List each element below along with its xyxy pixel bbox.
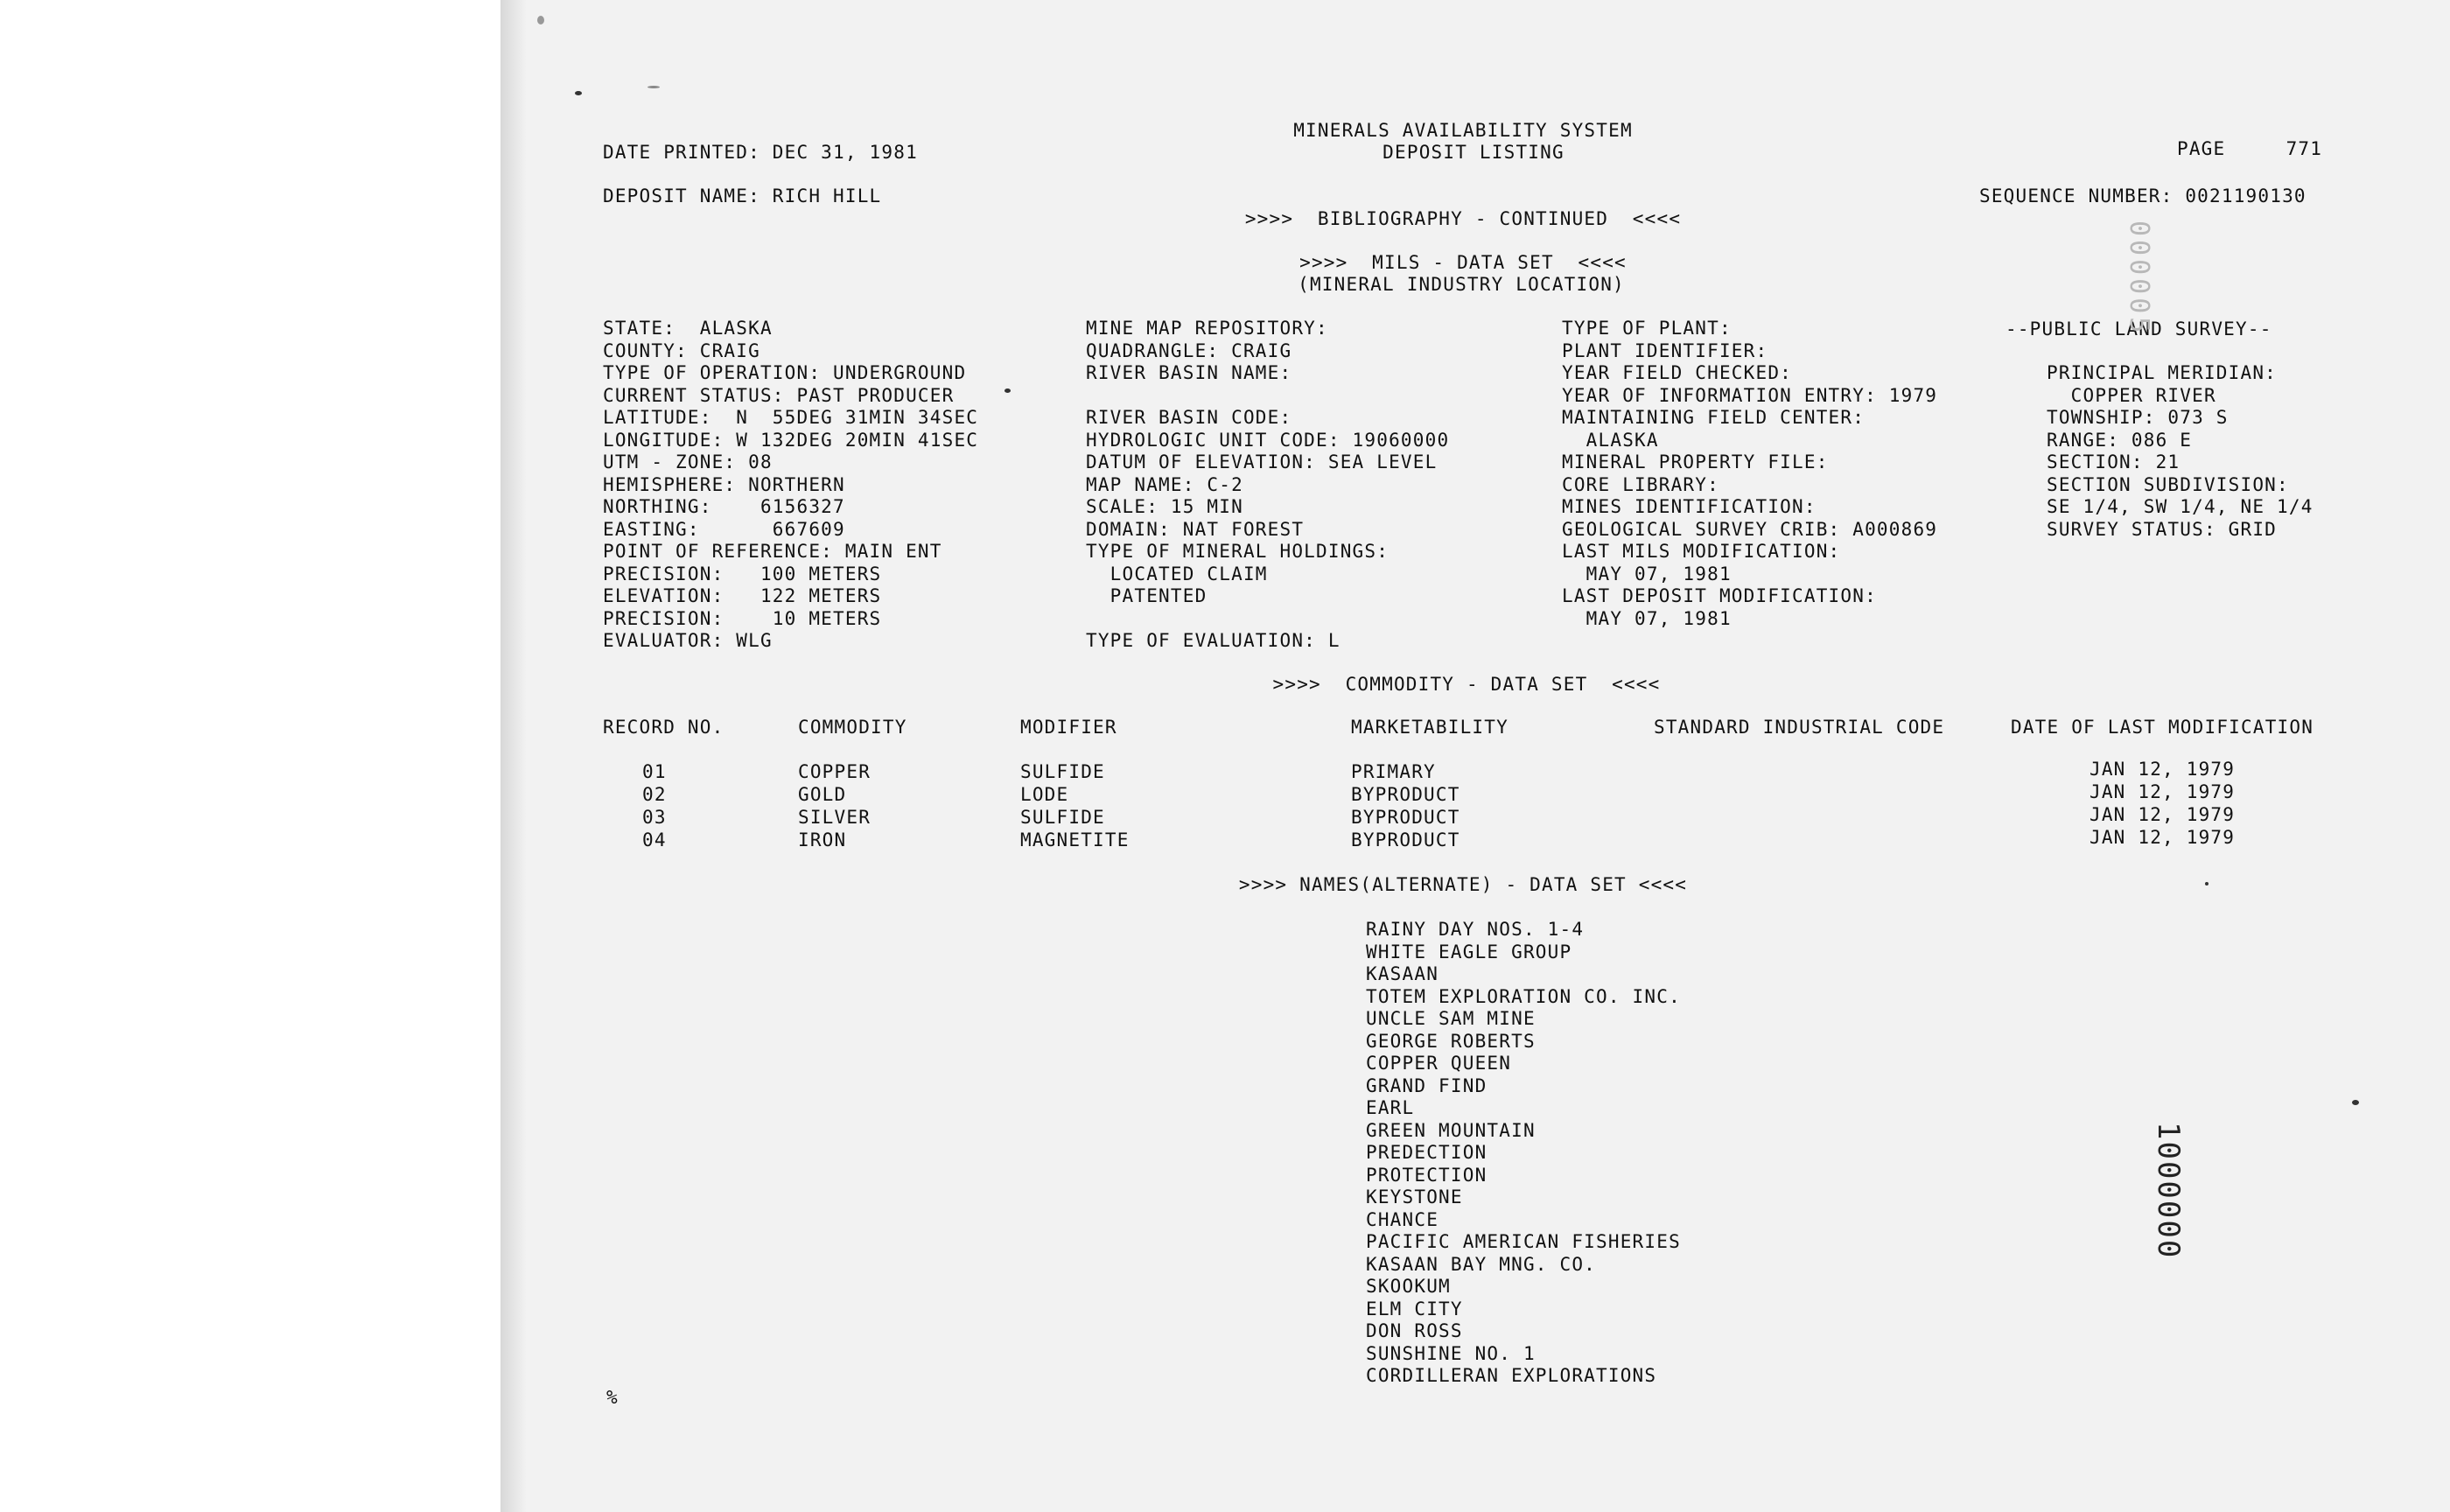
- page-number: PAGE 771: [2177, 138, 2323, 159]
- footer-mark: %: [606, 1387, 619, 1408]
- field-line: [1086, 385, 1449, 408]
- column-header: MARKETABILITY: [1351, 717, 1508, 738]
- field-line: LONGITUDE: W 132DEG 20MIN 41SEC: [603, 429, 979, 451]
- list-item: RAINY DAY NOS. 1-4: [1366, 919, 1585, 940]
- field-line: LATITUDE: N 55DEG 31MIN 34SEC: [603, 407, 979, 428]
- sheet-edge-shadow: [500, 0, 527, 1512]
- marketability: BYPRODUCT: [1351, 830, 1460, 850]
- field-line: COPPER RIVER: [2047, 384, 2216, 406]
- section-bibliography-heading: >>>> BIBLIOGRAPHY - CONTINUED <<<<: [1244, 208, 1682, 229]
- field-line: PATENTED: [1086, 585, 1208, 606]
- field-line: SECTION: 21: [2047, 452, 2180, 472]
- faint-page-stamp: 000005: [2124, 220, 2154, 337]
- list-item: ELM CITY: [1366, 1298, 1463, 1320]
- marketability: BYPRODUCT: [1351, 807, 1460, 828]
- field-line: LAST DEPOSIT MODIFICATION:: [1562, 585, 1877, 606]
- list-item: COPPER QUEEN: [1366, 1053, 1512, 1074]
- mils-column-3: [1562, 318, 1937, 630]
- field-line: EVALUATOR: WLG: [603, 630, 773, 651]
- scan-speck: [575, 91, 582, 95]
- list-item: SKOOKUM: [1366, 1276, 1451, 1297]
- field-line: CURRENT STATUS: PAST PRODUCER: [603, 384, 955, 406]
- field-line: LOCATED CLAIM: [1086, 563, 1268, 584]
- field-line: ELEVATION: 122 METERS: [603, 585, 882, 606]
- list-item: EARL: [1366, 1097, 1415, 1118]
- field-line: SECTION SUBDIVISION:: [2047, 473, 2289, 495]
- field-line: YEAR OF INFORMATION ENTRY: 1979: [1562, 384, 1938, 406]
- modification-date: JAN 12, 1979: [2090, 781, 2236, 802]
- field-line: MAY 07, 1981: [1562, 607, 1732, 629]
- field-line: RIVER BASIN CODE:: [1086, 407, 1292, 428]
- system-title: MINERALS AVAILABILITY SYSTEM: [1293, 120, 1633, 141]
- field-line: MAP NAME: C-2: [1086, 473, 1243, 495]
- field-line: TYPE OF OPERATION: UNDERGROUND: [603, 362, 967, 383]
- modifier: LODE: [1020, 784, 1069, 805]
- section-mils-subheading: (MINERAL INDUSTRY LOCATION): [1298, 274, 1625, 295]
- field-line: COUNTY: CRAIG: [603, 340, 760, 361]
- field-line: YEAR FIELD CHECKED:: [1562, 362, 1793, 383]
- list-item: SUNSHINE NO. 1: [1366, 1342, 1536, 1364]
- list-item: KASAAN BAY MNG. CO.: [1366, 1253, 1597, 1275]
- record-no: 04: [642, 830, 667, 850]
- field-line: HYDROLOGIC UNIT CODE: 19060000: [1086, 429, 1450, 451]
- record-no: 03: [642, 807, 667, 828]
- field-line: TYPE OF PLANT:: [1562, 318, 1732, 339]
- list-item: WHITE EAGLE GROUP: [1366, 941, 1572, 962]
- field-line: MAY 07, 1981: [1562, 563, 1732, 584]
- deposit-name: DEPOSIT NAME: RICH HILL: [603, 186, 882, 206]
- field-line: MAINTAINING FIELD CENTER:: [1562, 407, 1866, 428]
- field-line: TOWNSHIP: 073 S: [2047, 407, 2229, 428]
- listing-title: DEPOSIT LISTING: [1382, 142, 1564, 163]
- field-line: HEMISPHERE: NORTHERN: [603, 473, 845, 495]
- modifier: MAGNETITE: [1020, 830, 1130, 850]
- field-line: LAST MILS MODIFICATION:: [1562, 541, 1841, 562]
- mils-column-2: [1086, 318, 1449, 653]
- modification-date: JAN 12, 1979: [2090, 827, 2236, 848]
- commodity: GOLD: [798, 784, 847, 805]
- field-line: RIVER BASIN NAME:: [1086, 362, 1292, 383]
- column-header: COMMODITY: [798, 717, 907, 738]
- public-land-survey-column: [2047, 362, 2314, 541]
- field-line: SCALE: 15 MIN: [1086, 496, 1243, 517]
- record-no: 01: [642, 761, 667, 782]
- field-line: [1086, 608, 1449, 631]
- section-mils-heading: >>>> MILS - DATA SET <<<<: [1299, 252, 1627, 273]
- field-line: PRINCIPAL MERIDIAN:: [2047, 362, 2278, 383]
- modification-date: JAN 12, 1979: [2090, 804, 2236, 825]
- list-item: KASAAN: [1366, 963, 1439, 984]
- list-item: GEORGE ROBERTS: [1366, 1030, 1536, 1052]
- alternate-names-list: [1366, 919, 1681, 1388]
- modifier: SULFIDE: [1020, 761, 1105, 782]
- field-line: PLANT IDENTIFIER:: [1562, 340, 1768, 361]
- field-line: UTM - ZONE: 08: [603, 452, 773, 472]
- field-line: ALASKA: [1562, 429, 1659, 451]
- field-line: CORE LIBRARY:: [1562, 473, 1719, 495]
- sequence-number: SEQUENCE NUMBER: 0021190130: [1979, 186, 2306, 206]
- scan-speck: [2205, 882, 2208, 886]
- list-item: TOTEM EXPLORATION CO. INC.: [1366, 985, 1681, 1007]
- list-item: PACIFIC AMERICAN FISHERIES: [1366, 1231, 1681, 1252]
- column-header: RECORD NO.: [603, 717, 724, 738]
- column-header: MODIFIER: [1020, 717, 1117, 738]
- field-line: SE 1/4, SW 1/4, NE 1/4: [2047, 496, 2314, 517]
- scan-speck: [648, 86, 660, 88]
- field-line: MINE MAP REPOSITORY:: [1086, 318, 1328, 339]
- field-line: TYPE OF MINERAL HOLDINGS:: [1086, 541, 1390, 562]
- commodity: IRON: [798, 830, 847, 850]
- list-item: DON ROSS: [1366, 1320, 1463, 1341]
- list-item: CORDILLERAN EXPLORATIONS: [1366, 1365, 1657, 1386]
- scan-speck: [1004, 388, 1011, 393]
- field-line: QUADRANGLE: CRAIG: [1086, 340, 1292, 361]
- field-line: PRECISION: 100 METERS: [603, 563, 882, 584]
- scan-margin: [0, 0, 500, 1512]
- marketability: PRIMARY: [1351, 761, 1436, 782]
- list-item: KEYSTONE: [1366, 1186, 1463, 1208]
- record-no: 02: [642, 784, 667, 805]
- mils-column-1: [603, 318, 978, 653]
- field-line: DOMAIN: NAT FOREST: [1086, 518, 1305, 540]
- commodity: COPPER: [798, 761, 872, 782]
- list-item: PROTECTION: [1366, 1164, 1488, 1186]
- marketability: BYPRODUCT: [1351, 784, 1460, 805]
- field-line: GEOLOGICAL SURVEY CRIB: A000869: [1562, 518, 1938, 540]
- list-item: GREEN MOUNTAIN: [1366, 1119, 1536, 1141]
- column-header: STANDARD INDUSTRIAL CODE: [1654, 717, 1945, 738]
- modification-date: JAN 12, 1979: [2090, 759, 2236, 780]
- section-commodity-heading: >>>> COMMODITY - DATA SET <<<<: [1272, 674, 1661, 695]
- field-line: POINT OF REFERENCE: MAIN ENT: [603, 541, 942, 562]
- field-line: MINES IDENTIFICATION:: [1562, 496, 1816, 517]
- list-item: PREDECTION: [1366, 1142, 1488, 1163]
- public-land-survey-title: --PUBLIC LAND SURVEY--: [2006, 318, 2272, 340]
- field-line: RANGE: 086 E: [2047, 429, 2193, 451]
- list-item: GRAND FIND: [1366, 1074, 1488, 1096]
- field-line: STATE: ALASKA: [603, 318, 773, 339]
- scan-speck: [537, 16, 544, 24]
- field-line: MINERAL PROPERTY FILE:: [1562, 452, 1829, 472]
- field-line: TYPE OF EVALUATION: L: [1086, 630, 1340, 651]
- column-header: DATE OF LAST MODIFICATION: [2011, 717, 2314, 738]
- page-stamp: 1000000: [2151, 1122, 2186, 1260]
- field-line: EASTING: 667609: [603, 518, 845, 540]
- field-line: NORTHING: 6156327: [603, 496, 845, 517]
- commodity: SILVER: [798, 807, 872, 828]
- field-line: PRECISION: 10 METERS: [603, 607, 882, 629]
- scan-speck: [2352, 1100, 2359, 1105]
- list-item: UNCLE SAM MINE: [1366, 1008, 1536, 1029]
- date-printed: DATE PRINTED: DEC 31, 1981: [603, 142, 918, 163]
- field-line: SURVEY STATUS: GRID: [2047, 518, 2278, 540]
- section-names-heading: >>>> NAMES(ALTERNATE) - DATA SET <<<<: [1238, 874, 1688, 895]
- field-line: DATUM OF ELEVATION: SEA LEVEL: [1086, 452, 1438, 472]
- modifier: SULFIDE: [1020, 807, 1105, 828]
- list-item: CHANCE: [1366, 1208, 1439, 1230]
